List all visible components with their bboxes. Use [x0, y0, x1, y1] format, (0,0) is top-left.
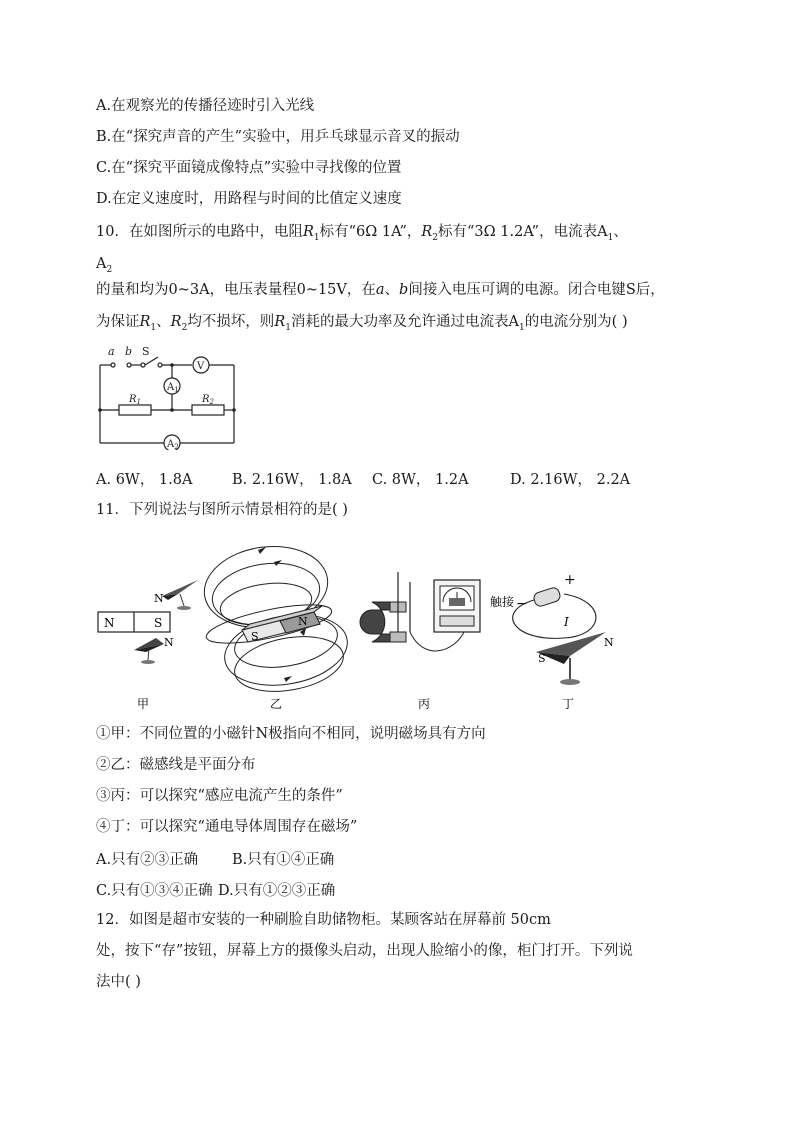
magnet-yi — [242, 606, 322, 643]
caption-yi: 乙 — [270, 697, 283, 711]
svg-text:N: N — [298, 615, 308, 628]
q11-option-a: A.只有②③正确 — [96, 852, 199, 868]
q12-stem-line3: 法中( ) — [96, 974, 141, 990]
q11-statement-3: ③丙：可以探究“感应电流产生的条件” — [96, 788, 343, 804]
circuit-voltmeter: V — [197, 361, 205, 372]
q11-stem: 11．下列说法与图所示情景相符的是( ) — [96, 502, 348, 518]
svg-text:−: − — [516, 596, 528, 612]
circuit-label-a: a — [108, 345, 115, 358]
caption-bing: 丙 — [418, 697, 431, 711]
circuit-r2: $R_2$ — [202, 394, 214, 406]
q11-option-d: D.只有①②③正确 — [218, 883, 336, 899]
circuit-label-b: b — [125, 345, 133, 358]
circuit-ammeter-a1: $A_1$ — [167, 382, 179, 394]
svg-text:S: S — [251, 630, 259, 643]
svg-text:+: + — [564, 572, 576, 588]
q9-option-d: D.在定义速度时，用路程与时间的比值定义速度 — [96, 191, 402, 207]
q10-stem-line3: 为保证$R_1$、$R_2$均不损坏，则$R_1$消耗的最大功率及允许通过电流表$A_1$的电流分别为( ) — [96, 314, 628, 333]
figure-jia — [98, 580, 198, 664]
q11-statement-2: ②乙：磁感线是平面分布 — [96, 757, 256, 773]
q12-stem-line2: 处，按下“存”按钮，屏幕上方的摄像头启动，出现人脸缩小的像，柜门打开。下列说 — [96, 943, 633, 959]
q11-option-c: C.只有①③④正确 — [96, 883, 213, 899]
svg-text:S: S — [154, 616, 163, 630]
circuit-r1: $R_1$ — [129, 394, 141, 406]
q10-stem-line1: 10．在如图所示的电路中，电阻$R_1$标有“6Ω 1A”，$R_2$标有“3Ω 1.2A”，电流表$A_1$、 — [96, 224, 628, 243]
q10-stem-line2: 的量和均为0~3A，电压表量程0~15V，在a、b间接入电压可调的电源。闭合电键S后， — [96, 282, 665, 298]
svg-text:N: N — [154, 592, 164, 605]
q11-figure — [94, 532, 624, 714]
figure-bing — [360, 572, 480, 651]
svg-text:N: N — [164, 636, 174, 649]
q10-option-b: B. 2.16W， 1.8A — [232, 472, 352, 488]
q10-option-d: D. 2.16W， 2.2A — [510, 472, 631, 488]
q12-stem-line1: 12．如图是超市安装的一种刷脸自助储物柜。某顾客站在屏幕前 50cm — [96, 912, 551, 928]
q10-option-c: C. 8W， 1.2A — [372, 472, 469, 488]
svg-text:N: N — [604, 636, 614, 649]
svg-text:S: S — [538, 652, 546, 665]
caption-jia: 甲 — [137, 697, 150, 711]
svg-text:I: I — [564, 615, 569, 629]
q9-option-a: A.在观察光的传播径迹时引入光线 — [96, 98, 315, 114]
svg-text:触接: 触接 — [490, 595, 515, 609]
caption-ding: 丁 — [562, 697, 575, 711]
q9-option-b: B.在“探究声音的产生”实验中，用乒乓球显示音叉的振动 — [96, 129, 460, 145]
circuit-label-s: S — [142, 345, 150, 358]
q10-stem-a2: $A_2$ — [96, 256, 113, 275]
figure-ding — [490, 572, 614, 685]
q11-statement-1: ①甲：不同位置的小磁针N极指向不相同，说明磁场具有方向 — [96, 726, 486, 742]
q11-option-b: B.只有①④正确 — [232, 852, 335, 868]
svg-text:N: N — [104, 616, 115, 630]
circuit-ammeter-a2: $A_2$ — [167, 439, 179, 450]
q9-option-c: C.在“探究平面镜成像特点”实验中寻找像的位置 — [96, 160, 402, 176]
q10-option-a: A. 6W， 1.8A — [96, 472, 193, 488]
q10-circuit-diagram — [94, 345, 244, 450]
q11-statement-4: ④丁：可以探究“通电导体周围存在磁场” — [96, 819, 358, 835]
